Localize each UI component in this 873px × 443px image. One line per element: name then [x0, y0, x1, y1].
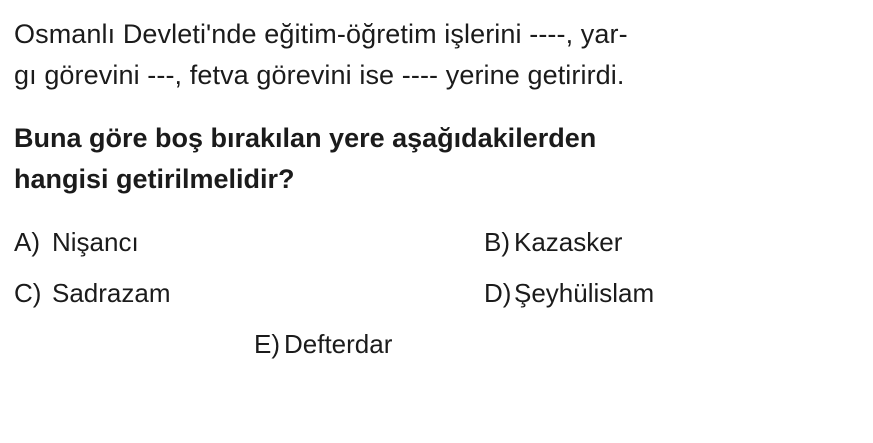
option-row-2: [14, 276, 842, 311]
question-stem-line-1: [14, 14, 842, 55]
question-stem-line-2: [14, 55, 842, 96]
answer-options: [14, 225, 842, 362]
question-prompt-line-1-text: Buna göre boş bırakılan yere aşağıdakilerden: [14, 123, 597, 154]
option-c-label: Sadrazam: [52, 278, 171, 309]
question-prompt: [14, 118, 842, 199]
option-e-label: Defterdar: [284, 329, 393, 360]
question-prompt-line-2-text: hangisi getirilmelidir?: [14, 163, 295, 194]
question-stem-line-1-text: Osmanlı Devleti'nde eğitim-öğretim işlerini ----, yar-: [14, 19, 628, 49]
question-stem: [14, 14, 842, 96]
option-row-3: [14, 327, 842, 362]
option-a-label: Nişancı: [52, 227, 139, 258]
option-b[interactable]: [484, 225, 824, 260]
option-e-letter: E): [254, 329, 280, 360]
option-b-label: Kazasker: [514, 227, 623, 258]
option-d-letter: D): [484, 278, 512, 309]
option-c-letter: C): [14, 278, 42, 309]
option-d-label: Şeyhülislam: [514, 278, 655, 309]
question-stem-line-2-text: gı görevini ---, fetva görevini ise ---- yerine getirirdi.: [14, 60, 625, 91]
question-prompt-line-2: [14, 159, 842, 200]
question-prompt-line-1: [14, 118, 842, 159]
option-b-letter: B): [484, 227, 510, 258]
option-d[interactable]: [484, 276, 824, 311]
option-row-1: [14, 225, 842, 260]
option-a-letter: A): [14, 227, 40, 258]
option-c[interactable]: [14, 276, 484, 311]
option-a[interactable]: [14, 225, 484, 260]
option-e[interactable]: [254, 327, 392, 362]
